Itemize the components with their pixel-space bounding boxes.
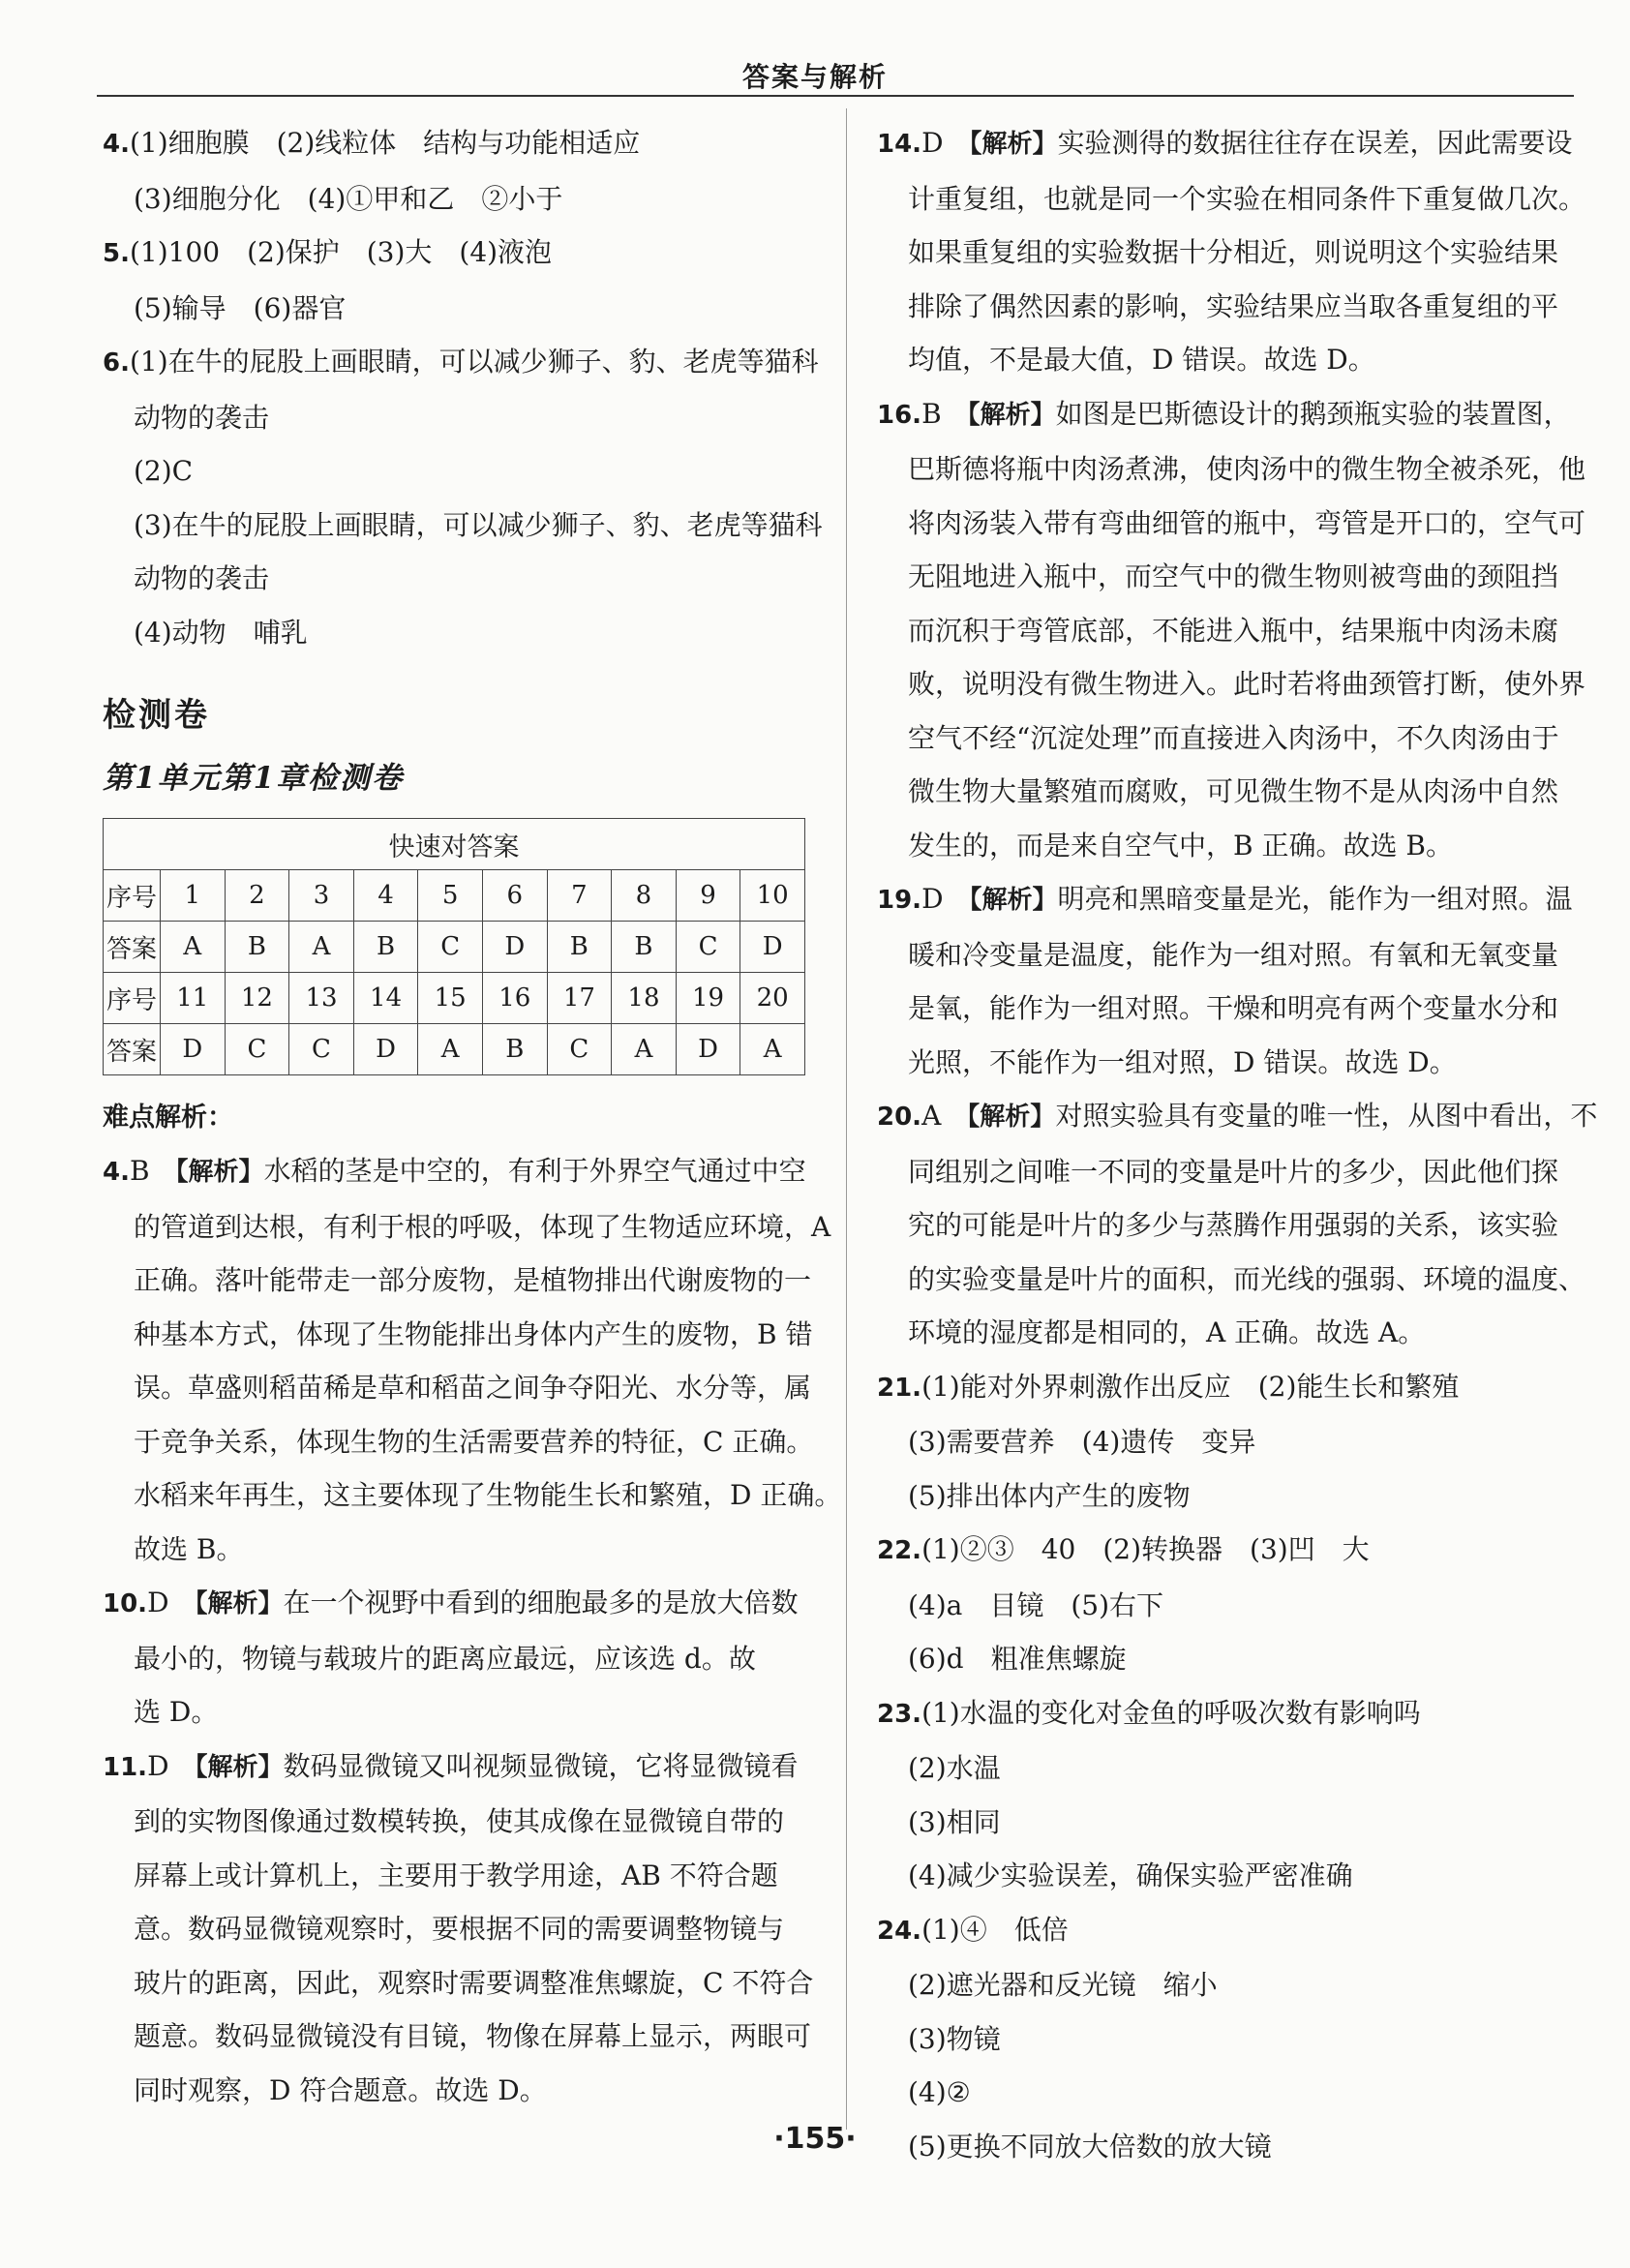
line-text: 的实验变量是叶片的面积，而光线的强弱、环境的温度、: [908, 1262, 1586, 1295]
text-line: [877, 872, 1574, 928]
line-text: 而沉积于弯管底部，不能进入瓶中，结果瓶中肉汤未腐: [908, 614, 1559, 647]
text-line: [103, 1956, 817, 2011]
line-text: (4)a 目镜 (5)右下: [908, 1588, 1164, 1621]
table-cell: B: [547, 922, 612, 973]
line-text: (1)在牛的屁股上画眼睛，可以减少狮子、豹、老虎等猫科: [129, 346, 819, 378]
line-text: 误。草盛则稻苗稀是草和稻苗之间争夺阳光、水分等，属: [134, 1372, 812, 1404]
text-line: [877, 1523, 1574, 1579]
text-line: [877, 2066, 1574, 2120]
table-cell: 11: [161, 973, 226, 1024]
text-line: [877, 1198, 1574, 1253]
text-line: [877, 1579, 1574, 1633]
answer-letter: D: [147, 1587, 169, 1618]
line-text: 到的实物图像通过数模转换，使其成像在显微镜自带的: [134, 1805, 785, 1837]
table-cell: 15: [418, 973, 483, 1024]
text-line: [103, 1200, 831, 1255]
line-text: 究的可能是叶片的多少与蒸腾作用强弱的关系，该实验: [908, 1209, 1559, 1241]
line-text: (5)更换不同放大倍数的放大镜: [908, 2130, 1272, 2162]
text-line: [877, 1849, 1574, 1903]
text-line: [103, 1685, 817, 1739]
line-text: 于竞争关系，体现生物的生活需要营养的特征，C 正确。: [134, 1425, 814, 1458]
text-line: [103, 1902, 817, 1956]
line-text: 发生的，而是来自空气中，B 正确。故选 B。: [908, 829, 1453, 862]
line-text: 明亮和黑暗变量是光，能作为一组对照。温: [1057, 883, 1573, 915]
line-text: (2)水温: [908, 1752, 1001, 1784]
table-cell: D: [161, 1024, 226, 1075]
line-text: (5)输导 (6)器官: [134, 291, 347, 324]
line-text: (4)减少实验误差，确保实验严密准确: [908, 1860, 1353, 1891]
text-line: [877, 604, 1574, 658]
question-number: 23.: [877, 1699, 922, 1729]
text-line: [103, 499, 823, 553]
line-text: 是氧，能作为一组对照。干燥和明亮有两个变量水分和: [908, 992, 1559, 1024]
text-line: [103, 1576, 817, 1632]
table-cell: 10: [740, 870, 805, 922]
text-line: [103, 444, 817, 499]
text-line: [103, 1415, 817, 1469]
analysis-tag: 【解析】: [182, 1589, 284, 1618]
text-line: [103, 2010, 817, 2064]
text-line: [877, 1415, 1574, 1469]
table-cell: B: [225, 922, 289, 973]
line-text: 的管道到达根，有利于根的呼吸，体现了生物适应环境，A: [134, 1210, 831, 1243]
table-cell: 17: [547, 973, 612, 1024]
text-line: [877, 1253, 1586, 1307]
line-text: 暖和冷变量是温度，能作为一组对照。有氧和无氧变量: [908, 938, 1559, 971]
text-line: [103, 1739, 817, 1796]
section-title: 检测卷: [103, 696, 210, 735]
table-cell: B: [482, 1024, 547, 1075]
question-number: 11.: [103, 1752, 148, 1782]
line-text: 将肉汤装入带有弯曲细管的瓶中，弯管是开口的，空气可: [908, 506, 1586, 539]
text-line: [877, 2012, 1574, 2067]
line-text: 选 D。: [134, 1696, 219, 1728]
row-header-number: 序号: [104, 973, 161, 1024]
analysis-tag: 【解析】: [956, 886, 1058, 915]
text-line: [103, 172, 817, 227]
question-number: 10.: [103, 1589, 148, 1618]
text-line: [877, 442, 1586, 497]
table-cell: D: [740, 922, 805, 973]
line-text: (1)能对外界刺激作出反应 (2)能生长和繁殖: [921, 1370, 1460, 1403]
table-cell: 7: [547, 870, 612, 922]
text-line: [877, 1632, 1574, 1686]
text-line: [103, 391, 817, 445]
line-text: 屏幕上或计算机上，主要用于教学用途，AB 不符合题: [134, 1859, 778, 1891]
line-text: 实验测得的数据往往存在误差，因此需要设: [1057, 127, 1573, 159]
page-number: ·155·: [773, 2122, 857, 2156]
table-cell: D: [482, 922, 547, 973]
text-line: [103, 1254, 817, 1308]
question-number: 6.: [103, 348, 130, 378]
table-cell: 19: [676, 973, 740, 1024]
question-number: 21.: [877, 1373, 922, 1403]
line-text: 对照实验具有变量的唯一性，从图中看出，不: [1055, 1100, 1598, 1132]
table-cell: 9: [676, 870, 740, 922]
text-line: [877, 387, 1574, 443]
unit-title: 第1单元第1章检测卷: [103, 761, 405, 796]
text-line: [877, 226, 1574, 280]
analysis-tag: 【解析】: [954, 400, 1056, 430]
text-line: [103, 282, 817, 336]
table-cell: 16: [482, 973, 547, 1024]
line-text: 故选 B。: [134, 1532, 244, 1565]
text-line: [103, 1144, 817, 1200]
table-cell: B: [612, 922, 677, 973]
table-cell: C: [676, 922, 740, 973]
line-text: 最小的，物镜与载玻片的距离应最远，应该选 d。故: [134, 1642, 756, 1675]
analysis-tag: 【解析】: [163, 1158, 264, 1187]
line-text: (1)②③ 40 (2)转换器 (3)凹 大: [921, 1533, 1370, 1565]
line-text: 水稻来年再生，这主要体现了生物能生长和繁殖，D 正确。: [134, 1479, 842, 1511]
line-text: 同时观察，D 符合题意。故选 D。: [134, 2073, 547, 2106]
table-cell: 18: [612, 973, 677, 1024]
table-cell: A: [161, 922, 226, 973]
text-line: [103, 1361, 817, 1415]
quick-answer-table: [103, 818, 805, 1075]
line-text: 同组别之间唯一不同的变量是叶片的多少，因此他们探: [908, 1155, 1559, 1188]
answer-letter: B: [129, 1155, 150, 1187]
line-text: 如果重复组的实验数据十分相近，则说明这个实验结果: [908, 236, 1559, 268]
line-text: 在一个视野中看到的细胞最多的是放大倍数: [283, 1587, 799, 1618]
table-cell: 1: [161, 870, 226, 922]
line-text: 计重复组，也就是同一个实验在相同条件下重复做几次。: [908, 182, 1586, 215]
table-row-numbers-2: [104, 973, 805, 1024]
line-text: (1)水温的变化对金鱼的呼吸次数有影响吗: [921, 1696, 1421, 1729]
line-text: (6)d 粗准焦螺旋: [908, 1643, 1127, 1675]
table-cell: 12: [225, 973, 289, 1024]
line-text: 巴斯德将瓶中肉汤煮沸，使肉汤中的微生物全被杀死，他: [908, 453, 1586, 485]
answer-letter: D: [921, 127, 944, 159]
analysis-tag: 【解析】: [956, 130, 1058, 159]
answer-letter: D: [921, 883, 944, 915]
text-line: [103, 552, 817, 606]
answer-letter: B: [921, 397, 942, 430]
text-line: [103, 1523, 817, 1577]
text-line: [877, 1796, 1574, 1850]
table-cell: 6: [482, 870, 547, 922]
line-text: 动物的袭击: [134, 401, 270, 434]
text-line: [877, 1036, 1574, 1090]
difficult-analysis-list: [103, 1144, 842, 2117]
line-text: 正确。落叶能带走一部分废物，是植物排出代谢废物的一: [134, 1264, 812, 1296]
line-text: 意。数码显微镜观察时，要根据不同的需要调整物镜与: [134, 1913, 785, 1945]
line-text: 均值，不是最大值，D 错误。故选 D。: [908, 344, 1375, 376]
right-column: [877, 116, 1598, 2173]
line-text: (4)动物 哺乳: [134, 616, 308, 649]
text-line: [103, 1849, 817, 1903]
table-cell: D: [676, 1024, 740, 1075]
line-text: (2)遮光器和反光镜 缩小: [908, 1969, 1218, 2001]
table-row-numbers-1: [104, 870, 805, 922]
question-number: 5.: [103, 239, 130, 268]
text-line: [877, 1360, 1574, 1416]
table-cell: 5: [418, 870, 483, 922]
table-cell: C: [547, 1024, 612, 1075]
line-text: (3)在牛的屁股上画眼睛，可以减少狮子、豹、老虎等猫科: [134, 508, 823, 541]
table-cell: 2: [225, 870, 289, 922]
question-number: 19.: [877, 886, 922, 915]
table-cell: B: [353, 922, 418, 973]
row-header-answer: 答案: [104, 922, 161, 973]
text-line: [877, 550, 1574, 604]
question-number: 22.: [877, 1536, 922, 1565]
line-text: 败，说明没有微生物进入。此时若将曲颈管打断，使外界: [908, 668, 1586, 700]
analysis-tag: 【解析】: [182, 1752, 284, 1782]
text-line: [103, 1795, 817, 1849]
table-cell: C: [418, 922, 483, 973]
left-top-answers: [103, 116, 823, 659]
line-text: 微生物大量繁殖而腐败，可见微生物不是从肉汤中自然: [908, 775, 1559, 807]
table-caption: 快速对答案: [104, 819, 805, 870]
line-text: 排除了偶然因素的影响，实验结果应当取各重复组的平: [908, 289, 1559, 322]
line-text: (3)物镜: [908, 2022, 1001, 2055]
line-text: (5)排出体内产生的废物: [908, 1479, 1191, 1512]
text-line: [877, 1306, 1574, 1360]
table-cell: C: [289, 1024, 354, 1075]
question-number: 4.: [103, 1158, 130, 1187]
text-line: [877, 1145, 1574, 1199]
question-number: 24.: [877, 1916, 922, 1946]
table-cell: 3: [289, 870, 354, 922]
line-text: (3)细胞分化 (4)①甲和乙 ②小于: [134, 182, 563, 215]
line-text: 动物的袭击: [134, 562, 270, 594]
text-line: [877, 1903, 1574, 1959]
text-line: [877, 333, 1574, 387]
line-text: (1)④ 低倍: [921, 1913, 1069, 1946]
line-text: (2)C: [134, 455, 194, 487]
text-line: [877, 982, 1574, 1036]
text-line: [103, 606, 817, 660]
text-line: [877, 172, 1586, 227]
text-line: [877, 1686, 1574, 1742]
text-line: [877, 1089, 1598, 1145]
table-cell: A: [612, 1024, 677, 1075]
table-cell: 14: [353, 973, 418, 1024]
line-text: 如图是巴斯德设计的鹅颈瓶实验的装置图，: [1055, 397, 1571, 430]
question-number: 16.: [877, 400, 922, 430]
table-row-answers-1: [104, 922, 805, 973]
table-cell: A: [289, 922, 354, 973]
table-cell: A: [418, 1024, 483, 1075]
text-line: [103, 1468, 842, 1523]
text-line: [877, 1958, 1574, 2012]
text-line: [103, 1308, 817, 1362]
right-answers: [877, 116, 1598, 2173]
text-line: [877, 116, 1574, 172]
question-number: 14.: [877, 130, 922, 159]
line-text: (3)相同: [908, 1805, 1001, 1838]
line-text: 题意。数码显微镜没有目镜，物像在屏幕上显示，两眼可: [134, 2020, 812, 2052]
text-line: [103, 116, 817, 172]
table-cell: 4: [353, 870, 418, 922]
text-line: [877, 280, 1574, 334]
answer-letter: D: [147, 1749, 169, 1782]
difficult-analysis-title: 难点解析：: [103, 1103, 233, 1133]
text-line: [877, 765, 1574, 819]
question-number: 4.: [103, 130, 130, 159]
text-line: [103, 226, 817, 282]
line-text: 光照，不能作为一组对照，D 错误。故选 D。: [908, 1045, 1457, 1078]
table-cell: A: [740, 1024, 805, 1075]
table-cell: 13: [289, 973, 354, 1024]
text-line: [877, 497, 1586, 551]
table-cell: D: [353, 1024, 418, 1075]
header-rule: [97, 95, 1574, 97]
text-line: [103, 1632, 817, 1686]
line-text: 无阻地进入瓶中，而空气中的微生物则被弯曲的颈阻挡: [908, 560, 1559, 592]
line-text: 空气不经“沉淀处理”而直接进入肉汤中，不久肉汤由于: [908, 721, 1559, 754]
left-column: [103, 116, 842, 2117]
line-text: (4)②: [908, 2076, 971, 2108]
text-line: [877, 928, 1574, 983]
text-line: [877, 819, 1574, 873]
text-line: [103, 335, 817, 391]
line-text: (1)细胞膜 (2)线粒体 结构与功能相适应: [129, 127, 641, 159]
line-text: 数码显微镜又叫视频显微镜，它将显微镜看: [283, 1749, 799, 1782]
table-cell: C: [225, 1024, 289, 1075]
table-row-answers-2: [104, 1024, 805, 1075]
table-cell: 8: [612, 870, 677, 922]
line-text: 玻片的距离，因此，观察时需要调整准焦螺旋，C 不符合: [134, 1966, 814, 1999]
text-line: [877, 711, 1574, 766]
question-number: 20.: [877, 1103, 922, 1132]
line-text: (3)需要营养 (4)遗传 变异: [908, 1426, 1256, 1458]
line-text: 环境的湿度都是相同的，A 正确。故选 A。: [908, 1316, 1426, 1348]
answer-letter: A: [921, 1100, 942, 1132]
analysis-tag: 【解析】: [954, 1103, 1056, 1132]
text-line: [877, 1741, 1574, 1796]
line-text: 种基本方式，体现了生物能排出身体内产生的废物，B 错: [134, 1317, 813, 1350]
line-text: (1)100 (2)保护 (3)大 (4)液泡: [129, 236, 553, 268]
line-text: 水稻的茎是中空的，有利于外界空气通过中空: [263, 1155, 806, 1187]
page-header-title: 答案与解析: [741, 61, 888, 93]
row-header-answer: 答案: [104, 1024, 161, 1075]
column-divider: [846, 108, 847, 2130]
text-line: [877, 657, 1586, 711]
text-line: [877, 1469, 1574, 1524]
table-cell: 20: [740, 973, 805, 1024]
text-line: [103, 2064, 817, 2118]
row-header-number: 序号: [104, 870, 161, 922]
